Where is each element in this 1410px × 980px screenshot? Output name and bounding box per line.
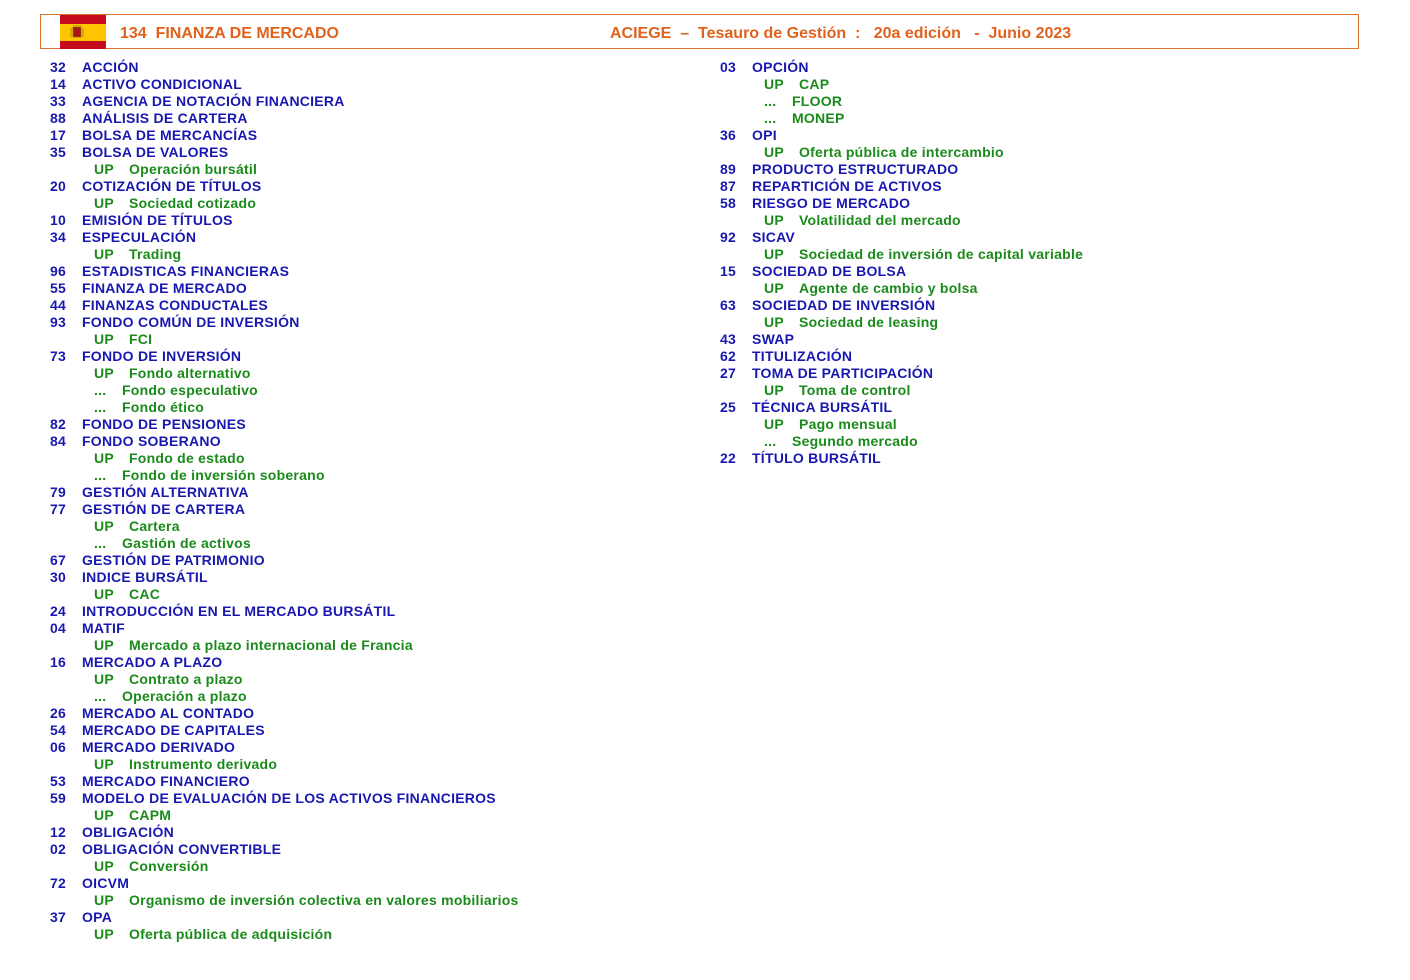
related-term-label: Oferta pública de adquisición bbox=[129, 926, 333, 942]
term-code: 77 bbox=[50, 501, 67, 517]
relation-marker: UP bbox=[94, 637, 114, 653]
related-term-label: FLOOR bbox=[792, 93, 843, 109]
term-label: GESTIÓN DE PATRIMONIO bbox=[82, 552, 265, 568]
term-code: 92 bbox=[720, 229, 737, 245]
term-label: FONDO DE PENSIONES bbox=[82, 416, 246, 432]
relation-marker: UP bbox=[94, 246, 114, 262]
term-label: TÉCNICA BURSÁTIL bbox=[752, 399, 893, 415]
related-term-label: Trading bbox=[129, 246, 182, 262]
relation-marker: UP bbox=[764, 382, 784, 398]
related-term-label: Pago mensual bbox=[799, 416, 897, 432]
term-label: INDICE BURSÁTIL bbox=[82, 569, 208, 585]
term-label: MERCADO FINANCIERO bbox=[82, 773, 250, 789]
relation-marker: ... bbox=[764, 433, 777, 449]
term-code: 22 bbox=[720, 450, 737, 466]
term-label: TITULIZACIÓN bbox=[752, 348, 853, 364]
relation-marker: UP bbox=[764, 76, 784, 92]
term-label: REPARTICIÓN DE ACTIVOS bbox=[752, 178, 942, 194]
related-term-label: Operación a plazo bbox=[122, 688, 247, 704]
term-code: 37 bbox=[50, 909, 67, 925]
term-code: 82 bbox=[50, 416, 67, 432]
term-label: FONDO DE INVERSIÓN bbox=[82, 348, 242, 364]
term-label: TOMA DE PARTICIPACIÓN bbox=[752, 365, 934, 381]
term-code: 25 bbox=[720, 399, 737, 415]
relation-marker: UP bbox=[764, 144, 784, 160]
related-term-label: Organismo de inversión colectiva en valores mobiliarios bbox=[129, 892, 519, 908]
term-code: 10 bbox=[50, 212, 67, 228]
term-code: 04 bbox=[50, 620, 67, 636]
term-code: 55 bbox=[50, 280, 67, 296]
relation-marker: UP bbox=[764, 246, 784, 262]
term-code: 33 bbox=[50, 93, 67, 109]
term-label: OICVM bbox=[82, 875, 130, 891]
term-code: 72 bbox=[50, 875, 67, 891]
related-term-label: Contrato a plazo bbox=[129, 671, 243, 687]
related-term-label: CAPM bbox=[129, 807, 172, 823]
term-code: 12 bbox=[50, 824, 67, 840]
term-code: 63 bbox=[720, 297, 737, 313]
relation-marker: UP bbox=[94, 756, 114, 772]
term-code: 16 bbox=[50, 654, 67, 670]
related-term-label: Fondo alternativo bbox=[129, 365, 251, 381]
related-term-label: Cartera bbox=[129, 518, 180, 534]
term-code: 59 bbox=[50, 790, 67, 806]
relation-marker: UP bbox=[94, 586, 114, 602]
term-code: 53 bbox=[50, 773, 67, 789]
term-label: BOLSA DE VALORES bbox=[82, 144, 229, 160]
related-term-label: Fondo de estado bbox=[129, 450, 245, 466]
term-label: AGENCIA DE NOTACIÓN FINANCIERA bbox=[82, 93, 345, 109]
term-label: BOLSA DE MERCANCÍAS bbox=[82, 127, 258, 143]
term-code: 06 bbox=[50, 739, 67, 755]
term-label: ESTADISTICAS FINANCIERAS bbox=[82, 263, 290, 279]
term-label: FONDO COMÚN DE INVERSIÓN bbox=[82, 314, 300, 330]
related-term-label: MONEP bbox=[792, 110, 845, 126]
spain-flag-icon bbox=[60, 15, 106, 49]
relation-marker: UP bbox=[94, 671, 114, 687]
relation-marker: ... bbox=[94, 535, 107, 551]
relation-marker: UP bbox=[764, 416, 784, 432]
term-label: FONDO SOBERANO bbox=[82, 433, 221, 449]
related-term-label: Oferta pública de intercambio bbox=[799, 144, 1004, 160]
relation-marker: UP bbox=[94, 807, 114, 823]
term-label: EMISIÓN DE TÍTULOS bbox=[82, 212, 233, 228]
relation-marker: UP bbox=[94, 161, 114, 177]
term-code: 44 bbox=[50, 297, 67, 313]
relation-marker: UP bbox=[764, 212, 784, 228]
term-label: SOCIEDAD DE BOLSA bbox=[752, 263, 907, 279]
term-label: MERCADO AL CONTADO bbox=[82, 705, 255, 721]
term-code: 79 bbox=[50, 484, 67, 500]
term-label: GESTIÓN ALTERNATIVA bbox=[82, 484, 249, 500]
term-label: RIESGO DE MERCADO bbox=[752, 195, 911, 211]
relation-marker: UP bbox=[94, 195, 114, 211]
related-term-label: Sociedad de leasing bbox=[799, 314, 939, 330]
page-header bbox=[40, 14, 1359, 49]
term-code: 24 bbox=[50, 603, 67, 619]
term-code: 27 bbox=[720, 365, 737, 381]
term-code: 32 bbox=[50, 59, 67, 75]
related-term-label: Operación bursátil bbox=[129, 161, 258, 177]
related-term-label: Mercado a plazo internacional de Francia bbox=[129, 637, 413, 653]
relation-marker: UP bbox=[764, 280, 784, 296]
term-label: COTIZACIÓN DE TÍTULOS bbox=[82, 178, 262, 194]
term-code: 26 bbox=[50, 705, 67, 721]
term-label: MODELO DE EVALUACIÓN DE LOS ACTIVOS FINANCIEROS bbox=[82, 790, 496, 806]
related-term-label: Conversión bbox=[129, 858, 209, 874]
term-code: 43 bbox=[720, 331, 737, 347]
relation-marker: ... bbox=[764, 110, 777, 126]
term-code: 87 bbox=[720, 178, 737, 194]
term-label: OPI bbox=[752, 127, 777, 143]
relation-marker: UP bbox=[94, 892, 114, 908]
term-label: OBLIGACIÓN CONVERTIBLE bbox=[82, 841, 282, 857]
related-term-label: Toma de control bbox=[799, 382, 911, 398]
related-term-label: Volatilidad del mercado bbox=[799, 212, 961, 228]
related-term-label: Fondo de inversión soberano bbox=[122, 467, 325, 483]
relation-marker: ... bbox=[94, 399, 107, 415]
term-label: ACTIVO CONDICIONAL bbox=[82, 76, 243, 92]
term-code: 62 bbox=[720, 348, 737, 364]
relation-marker: ... bbox=[94, 688, 107, 704]
term-code: 89 bbox=[720, 161, 737, 177]
relation-marker: ... bbox=[94, 382, 107, 398]
term-label: SOCIEDAD DE INVERSIÓN bbox=[752, 297, 936, 313]
term-label: OPA bbox=[82, 909, 113, 925]
term-label: MERCADO A PLAZO bbox=[82, 654, 223, 670]
related-term-label: Agente de cambio y bolsa bbox=[799, 280, 978, 296]
term-code: 15 bbox=[720, 263, 737, 279]
relation-marker: UP bbox=[94, 365, 114, 381]
term-label: FINANZAS CONDUCTALES bbox=[82, 297, 268, 313]
term-label: OBLIGACIÓN bbox=[82, 824, 174, 840]
term-label: ACCIÓN bbox=[82, 59, 139, 75]
relation-marker: UP bbox=[94, 450, 114, 466]
term-label: SWAP bbox=[752, 331, 795, 347]
term-label: MERCADO DERIVADO bbox=[82, 739, 236, 755]
term-code: 14 bbox=[50, 76, 67, 92]
term-label: ESPECULACIÓN bbox=[82, 229, 197, 245]
term-label: INTRODUCCIÓN EN EL MERCADO BURSÁTIL bbox=[82, 603, 396, 619]
term-code: 88 bbox=[50, 110, 67, 126]
relation-marker: UP bbox=[94, 858, 114, 874]
term-code: 54 bbox=[50, 722, 67, 738]
term-code: 20 bbox=[50, 178, 67, 194]
term-label: TÍTULO BURSÁTIL bbox=[752, 450, 881, 466]
term-label: MATIF bbox=[82, 620, 125, 636]
term-label: GESTIÓN DE CARTERA bbox=[82, 501, 246, 517]
related-term-label: Sociedad cotizado bbox=[129, 195, 257, 211]
relation-marker: UP bbox=[94, 331, 114, 347]
relation-marker: UP bbox=[94, 926, 114, 942]
source-edition: ACIEGE – Tesauro de Gestión : 20a edición - Junio 2023 bbox=[610, 25, 1072, 42]
term-code: 73 bbox=[50, 348, 67, 364]
term-label: ANÁLISIS DE CARTERA bbox=[82, 110, 248, 126]
related-term-label: FCI bbox=[129, 331, 153, 347]
term-code: 34 bbox=[50, 229, 67, 245]
term-label: SICAV bbox=[752, 229, 795, 245]
term-code: 17 bbox=[50, 127, 67, 143]
term-code: 84 bbox=[50, 433, 67, 449]
related-term-label: Segundo mercado bbox=[792, 433, 918, 449]
term-code: 67 bbox=[50, 552, 67, 568]
term-code: 30 bbox=[50, 569, 67, 585]
term-code: 35 bbox=[50, 144, 67, 160]
relation-marker: ... bbox=[764, 93, 777, 109]
term-code: 93 bbox=[50, 314, 67, 330]
related-term-label: Sociedad de inversión de capital variable bbox=[799, 246, 1084, 262]
section-title: 134 FINANZA DE MERCADO bbox=[120, 25, 339, 42]
term-code: 03 bbox=[720, 59, 737, 75]
term-code: 36 bbox=[720, 127, 737, 143]
related-term-label: Fondo especulativo bbox=[122, 382, 258, 398]
related-term-label: Instrumento derivado bbox=[129, 756, 278, 772]
term-label: PRODUCTO ESTRUCTURADO bbox=[752, 161, 959, 177]
term-label: OPCIÓN bbox=[752, 59, 809, 75]
related-term-label: Fondo ético bbox=[122, 399, 205, 415]
term-code: 96 bbox=[50, 263, 67, 279]
term-code: 58 bbox=[720, 195, 737, 211]
related-term-label: CAP bbox=[799, 76, 830, 92]
term-label: FINANZA DE MERCADO bbox=[82, 280, 247, 296]
relation-marker: UP bbox=[764, 314, 784, 330]
relation-marker: ... bbox=[94, 467, 107, 483]
related-term-label: CAC bbox=[129, 586, 161, 602]
term-code: 02 bbox=[50, 841, 67, 857]
relation-marker: UP bbox=[94, 518, 114, 534]
term-label: MERCADO DE CAPITALES bbox=[82, 722, 265, 738]
related-term-label: Gastión de activos bbox=[122, 535, 251, 551]
